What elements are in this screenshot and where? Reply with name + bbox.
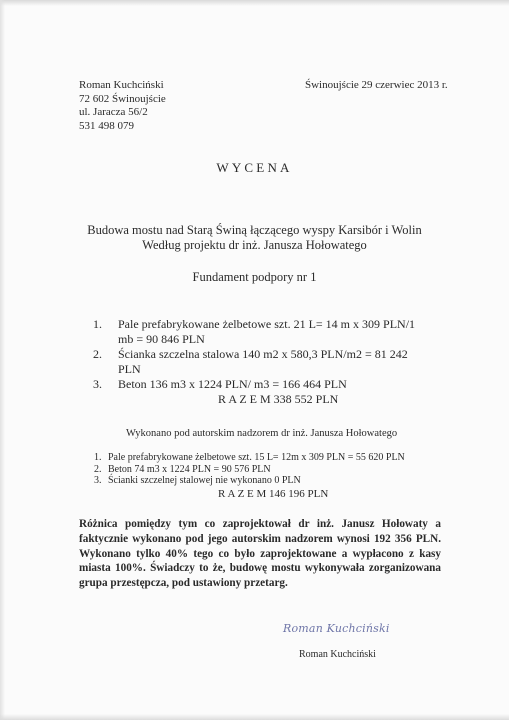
scan-edge-top: [0, 0, 509, 6]
document-title: WYCENA: [216, 160, 293, 175]
item-number: 1.: [93, 317, 102, 331]
item-number: 3.: [93, 377, 102, 391]
item-number: 2.: [93, 347, 102, 361]
list-item: [93, 347, 415, 377]
sender-block: [79, 79, 166, 133]
signature-name: Roman Kuchciński: [299, 649, 376, 660]
list-item: [94, 464, 405, 476]
scan-edge-left: [0, 0, 5, 720]
design-total: R A Z E M 338 552 PLN: [218, 392, 339, 406]
item-text-line: Ścianka szczelna stalowa 140 m2 x 580,3 PLN/m2 = 81 242: [118, 347, 408, 361]
item-text-line: Beton 136 m3 x 1224 PLN/ m3 = 166 464 PLN: [118, 377, 347, 391]
item-text-line: mb = 90 846 PLN: [118, 332, 205, 346]
list-item: [94, 475, 405, 487]
item-text: Beton 74 m3 x 1224 PLN = 90 576 PLN: [108, 463, 271, 475]
executed-heading: Wykonano pod autorskim nadzorem dr inż. Janusza Hołowatego: [126, 428, 398, 439]
handwritten-signature: Roman Kuchciński: [283, 622, 390, 635]
summary-paragraph: Różnica pomiędzy tym co zaprojektował dr inż. Janusz Hołowaty a faktycznie wykonano pod jego autorskim nadzorem wynosi 192 356 PLN. Wykonano tylko 40% tego co było zaprojektowane a wypłacono z kasy miasta 100%. Świadczy to że, budowę mostu wykonywała zorganizowana grupa przestępcza, pod ustawiony przetarg.: [79, 518, 441, 590]
design-items-list: [93, 317, 415, 392]
item-number: 1.: [94, 452, 102, 463]
item-number: 2.: [94, 463, 102, 475]
sender-phone: 531 498 079: [79, 119, 134, 132]
executed-items-list: [94, 452, 405, 487]
list-item: [94, 452, 405, 464]
item-text: Ścianki szczelnej stalowej nie wykonano 0 PLN: [108, 475, 301, 486]
subject-line-2: Według projektu dr inż. Janusza Hołowatego: [142, 238, 367, 252]
item-text: Pale prefabrykowane żelbetowe szt. 15 L= 12m x 309 PLN = 55 620 PLN: [108, 452, 405, 463]
sender-postal: 72 602 Świnoujście: [79, 92, 166, 105]
item-number: 3.: [94, 475, 102, 486]
item-text-line: PLN: [118, 362, 141, 376]
list-item: [93, 317, 415, 347]
section-heading: Fundament podpory nr 1: [192, 270, 317, 284]
item-text-line: Pale prefabrykowane żelbetowe szt. 21 L= 14 m x 309 PLN/1: [118, 317, 416, 331]
executed-total: R A Z E M 146 196 PLN: [218, 488, 329, 500]
list-item: [93, 377, 415, 392]
sender-street: ul. Jaracza 56/2: [79, 106, 148, 118]
scan-edge-bottom: [0, 714, 509, 720]
subject-line-1: Budowa mostu nad Starą Świną łączącego wyspy Karsibór i Wolin: [87, 223, 422, 237]
place-date: Świnoujście 29 czerwiec 2013 r.: [305, 79, 448, 91]
sender-name: Roman Kuchciński: [79, 79, 164, 91]
